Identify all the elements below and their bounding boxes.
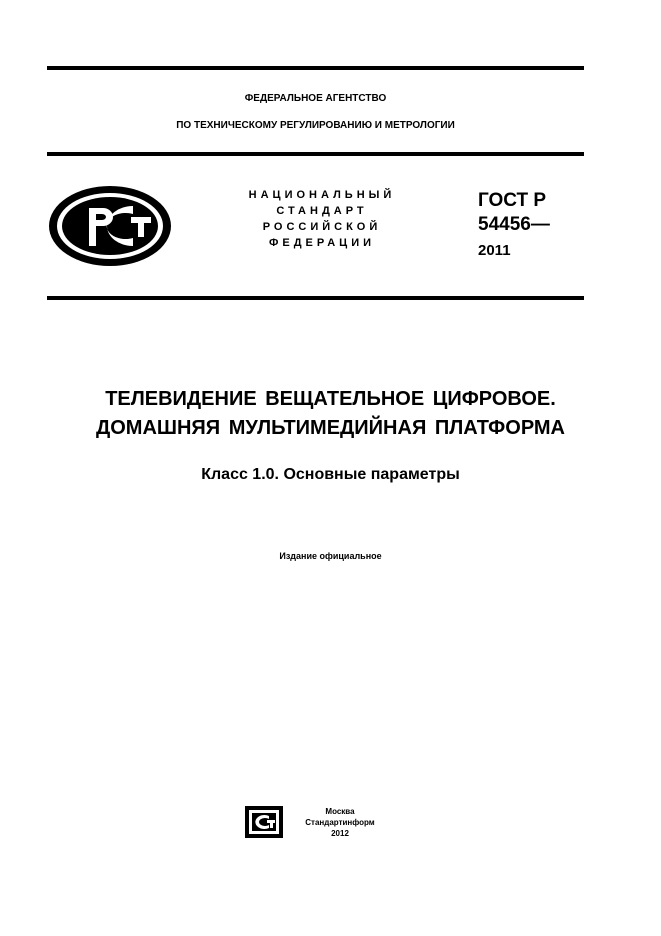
gost-code-line-1: ГОСТ Р [478, 190, 547, 211]
standard-word: СТАНДАРТ [276, 205, 368, 217]
document-title-line-2: ДОМАШНЯЯ МУЛЬТИМЕДИЙНАЯ ПЛАТФОРМА [95, 417, 565, 439]
federation-word: ФЕДЕРАЦИИ [268, 237, 376, 249]
publisher-year: 2012 [331, 829, 349, 838]
russian-word: РОССИЙСКОЙ [262, 221, 382, 233]
agency-line-2: ПО ТЕХНИЧЕСКОМУ РЕГУЛИРОВАНИЮ И МЕТРОЛОГИИ [176, 120, 455, 131]
document-subtitle: Класс 1.0. Основные параметры [201, 466, 460, 483]
gost-year: 2011 [478, 242, 511, 259]
header-rule [47, 152, 584, 156]
agency-line-1: ФЕДЕРАЛЬНОЕ АГЕНТСТВО [244, 93, 387, 104]
publisher-city: Москва [325, 807, 355, 816]
edition-note: Издание официальное [279, 551, 382, 561]
publisher-name: Стандартинформ [305, 818, 375, 827]
document-title-line-1: ТЕЛЕВИДЕНИЕ ВЕЩАТЕЛЬНОЕ ЦИФРОВОЕ. [105, 388, 556, 410]
standartinform-logo-icon [245, 806, 283, 838]
rst-certification-logo-icon [47, 184, 173, 268]
top-rule [47, 66, 584, 70]
middle-rule [47, 296, 584, 300]
national-word: НАЦИОНАЛЬНЫЙ [248, 189, 396, 201]
gost-code-line-2: 54456— [478, 214, 550, 235]
